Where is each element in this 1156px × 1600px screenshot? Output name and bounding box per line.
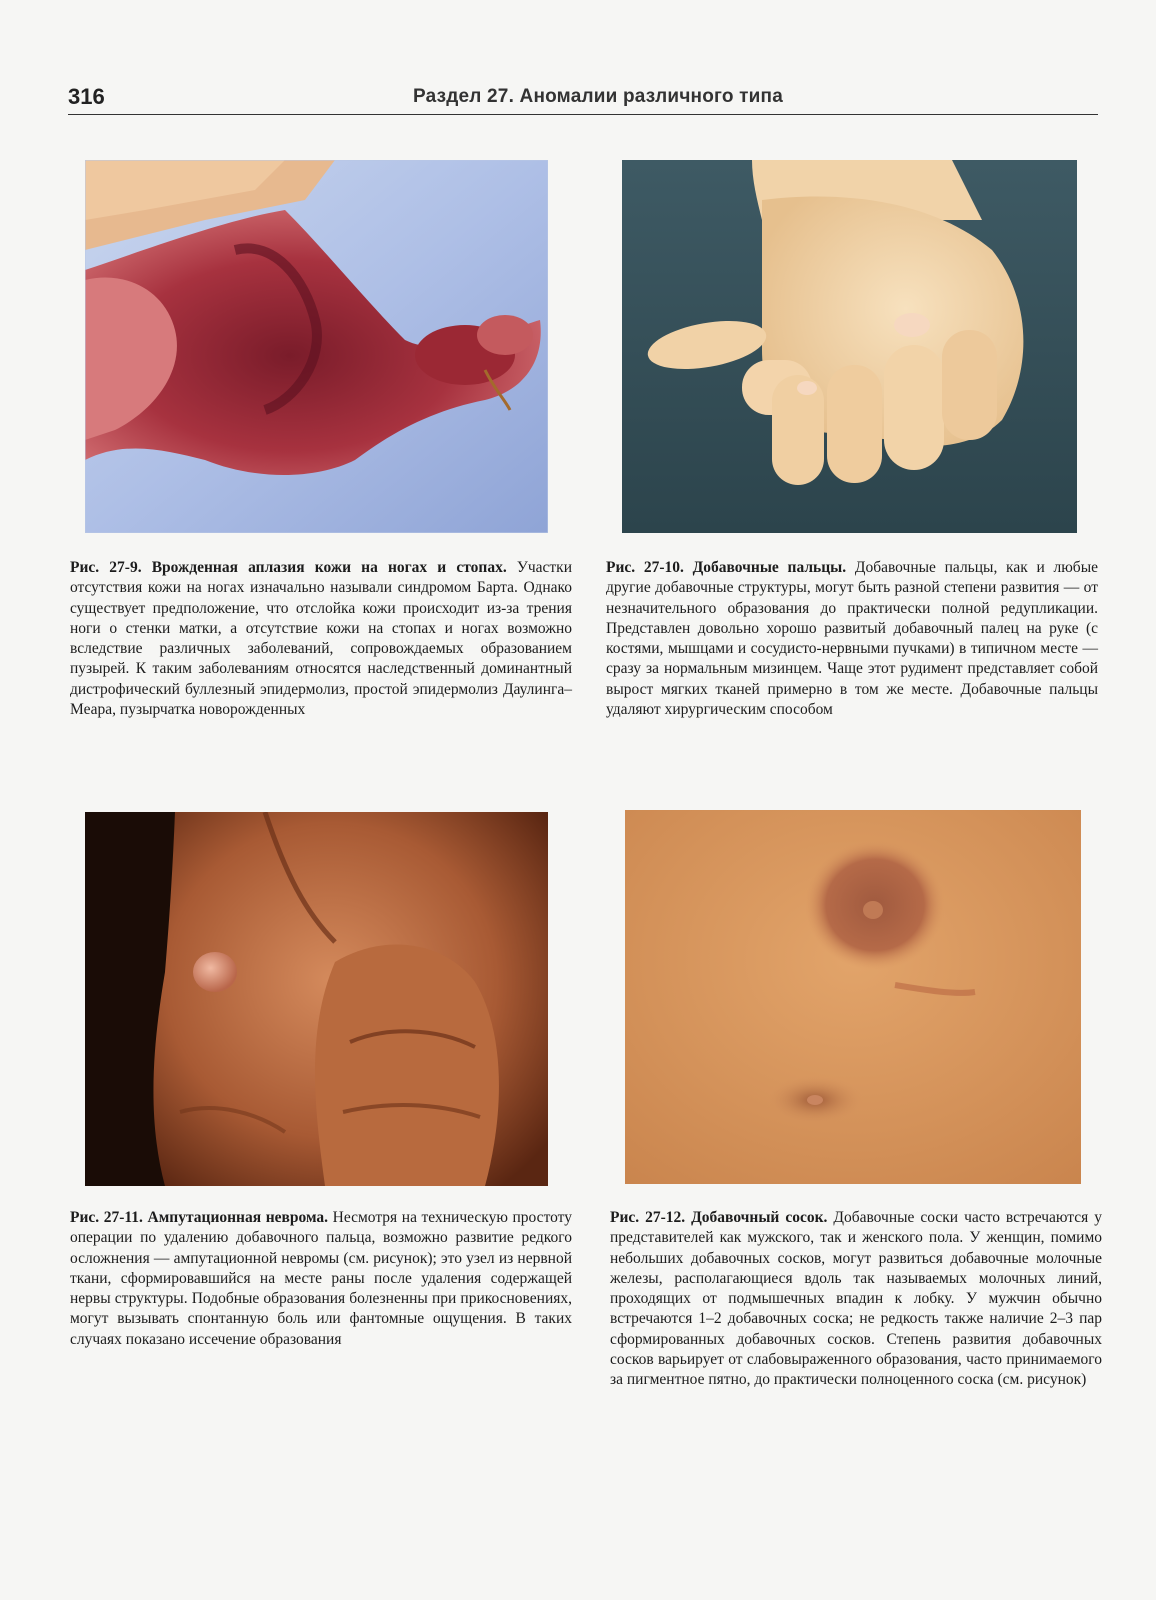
- figure-text: Участки отсутствия кожи на ногах изначально называли синдромом Барта. Однако существует предположение, что отслойка кожи происходит из-за трения ноги о стенки матки, а отсутствие кожи на стопах и ногах возможно вследствие различных заболеваний, сопровождаемых образованием пузырей. К таким заболеваниям относятся наследственный доминантный дистрофический буллезный эпидермолиз, простой эпидермолиз Даулинга–Меара, пузырчатка новорожденных: [70, 559, 572, 719]
- figure-text: Добавочные пальцы, как и любые другие добавочные структуры, могут быть разной степени развития — от незначительного образования до практически полной редупликации. Представлен довольно хорошо развитый добавочный палец на руке (с костями, мышцами и сосудисто-нервными пучками) в типичном месте — сразу за нормальным мизинцем. Чаще этот рудимент представляет собой вырост мягких тканей примерно в том же месте. Добавочные пальцы удаляют хирургическим способом: [606, 559, 1098, 719]
- figure-27-10-caption: [606, 558, 1098, 720]
- figure-27-11-caption: [70, 1208, 572, 1350]
- figure-text: Добавочные соски часто встречаются у представителей как мужского, так и женского пола. У женщин, помимо небольших добавочных сосков, могут развиться добавочные молочные железы, располагающиеся вдоль так называемых молочных линий, проходящих от подмышечных впадин к лобку. У мужчин обычно встречаются 1–2 добавочных соска; не редкость также наличие 2–3 пар сформированных добавочных сосков. Степень развития добавочных сосков варьирует от слабовыраженного образования, часто принимаемого за пигментное пятно, до практически полноценного соска (см. рисунок): [610, 1209, 1102, 1389]
- page-number: 316: [68, 84, 105, 109]
- figure-27-9-caption: [70, 558, 572, 720]
- figure-27-12-caption: [610, 1208, 1102, 1391]
- figure-label: Рис. 27-11. Ампутационная неврома.: [70, 1209, 329, 1226]
- figure-label: Рис. 27-9. Врожденная аплазия кожи на ногах и стопах.: [70, 559, 507, 576]
- figure-27-12-photo: [625, 810, 1081, 1184]
- figure-text: Несмотря на техническую простоту операции по удалению добавочного пальца, возможно развитие редкого осложнения — ампутационной невромы (см. рисунок); это узел из нервной ткани, сформировавшийся на месте раны после удаления содержащей нервы структуры. Подобные образования болезненны при прикосновениях, могут вызывать спонтанную боль или фантомные ощущения. В таких случаях показано иссечение образования: [70, 1209, 572, 1348]
- figure-27-11-photo: [85, 812, 548, 1186]
- figure-label: Рис. 27-12. Добавочный сосок.: [610, 1209, 828, 1226]
- figure-27-9-photo: [85, 160, 548, 533]
- figure-27-10-photo: [622, 160, 1077, 533]
- section-title: Раздел 27. Аномалии различного типа: [413, 86, 784, 107]
- running-header: [68, 78, 1098, 115]
- figure-label: Рис. 27-10. Добавочные пальцы.: [606, 559, 847, 576]
